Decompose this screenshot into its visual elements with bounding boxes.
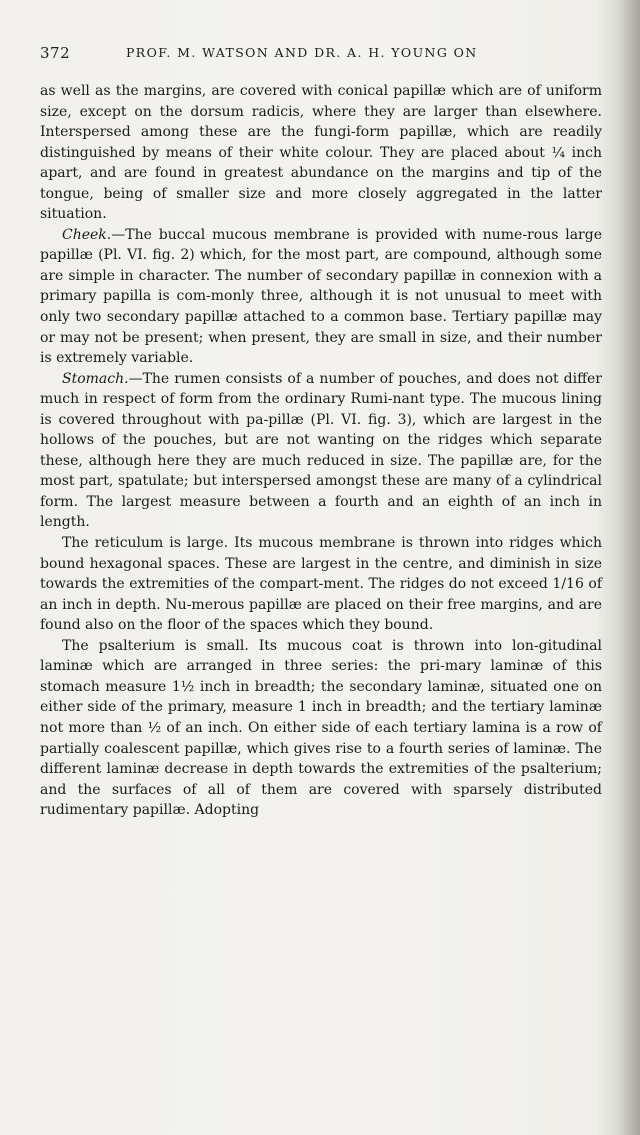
paragraph-reticulum: The reticulum is large. Its mucous membrane is thrown into ridges which bound hexagonal spaces. These are largest in the centre, and diminish in size towards the extremities of the compart-ment. The ridges do not exceed 1/16 of an inch in depth. Nu-merous papillæ are placed on their free margins, and are found also on the floor of the spaces which they bound. bbox=[40, 535, 602, 634]
paragraph-tongue: as well as the margins, are covered with conical papillæ which are of uniform size, except on the dorsum radicis, where they are larger than elsewhere. Interspersed among these are the fungi-form papillæ, which are readily distinguished by means of their white colour. They are placed about ¼ inch apart, and are found in greatest abundance on the margins and tip of the tongue, being of smaller size and more closely aggregated in the latter situation. bbox=[40, 83, 602, 223]
paragraph-cheek-text: —The buccal mucous membrane is provided with nume-rous large papillæ (Pl. VI. fig. 2) which, for the most part, are compound, although some are simple in character. The number of secondary papillæ in connexion with a primary papilla is com-monly three, although it is not unusual to meet with only two secondary papillæ attached to a common base. Tertiary papillæ may or may not be present; when present, they are small in size, and their number is extremely variable. bbox=[40, 226, 602, 367]
paragraph-cheek bbox=[40, 225, 602, 369]
running-head: PROF. M. WATSON AND DR. A. H. YOUNG ON bbox=[126, 45, 478, 60]
section-heading-stomach: Stomach. bbox=[62, 370, 129, 387]
body-text bbox=[40, 81, 602, 821]
paragraph-psalterium: The psalterium is small. Its mucous coat is thrown into lon-gitudinal laminæ which are arranged in three series: the pri-mary laminæ of this stomach measure 1½ inch in breadth; the secondary laminæ, situated one on either side of the primary, measure 1 inch in breadth; and the tertiary laminæ not more than ½ of an inch. On either side of each tertiary lamina is a row of partially coalescent papillæ, which gives rise to a fourth series of laminæ. The different laminæ decrease in depth towards the extremities of the psalterium; and the surfaces of all of them are covered with sparsely distributed rudimentary papillæ. Adopting bbox=[40, 637, 602, 819]
paragraph-stomach bbox=[40, 369, 602, 533]
section-heading-cheek: Cheek. bbox=[62, 226, 112, 243]
paragraph-stomach-text: —The rumen consists of a number of pouches, and does not differ much in respect of form from the ordinary Rumi-nant type. The mucous lining is covered throughout with pa-pillæ (Pl. VI. fig. 3), which are largest in the hollows of the pouches, but are not wanting on the ridges which separate these, although here they are much reduced in size. The papillæ are, for the most part, spatulate; but interspersed amongst these are many of a cylindrical form. The largest measure between a fourth and an eighth of an inch in length. bbox=[40, 370, 602, 531]
page-edge-shadow bbox=[618, 0, 640, 1135]
page-header bbox=[40, 44, 605, 66]
page-number: 372 bbox=[40, 44, 71, 62]
